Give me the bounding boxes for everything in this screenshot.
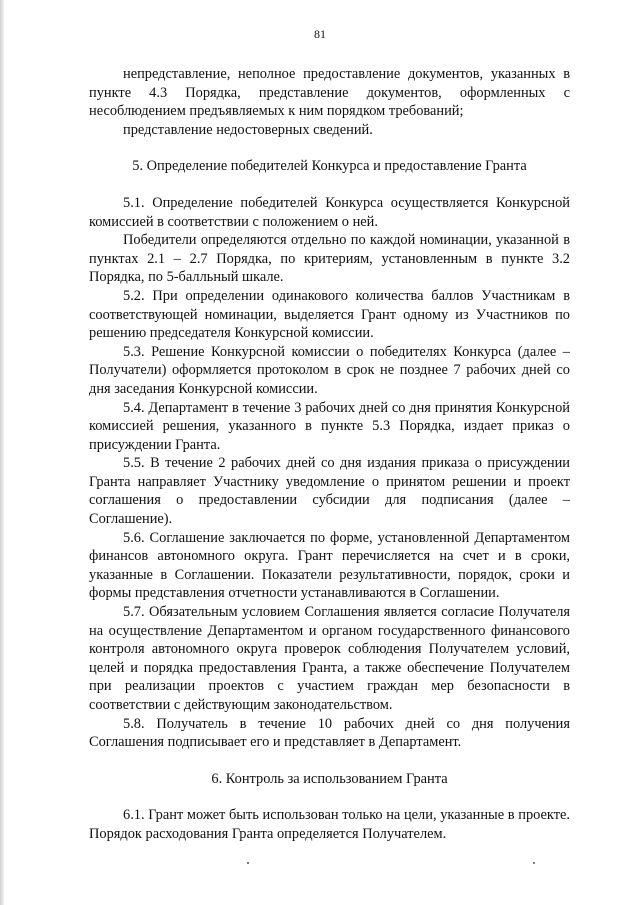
page-number: 81 xyxy=(314,27,326,41)
scan-speck xyxy=(247,862,249,864)
paragraph-5-5: 5.5. В течение 2 рабочих дней со дня издания приказа о присуждении Гранта направляет Участнику уведомление о принятом решении и проект соглашения о предоставлении субсидии для подписания (далее – Соглашение). xyxy=(89,455,570,528)
paragraph-5-1-winners: Победители определяются отдельно по каждой номинации, указанной в пунктах 2.1 – 2.7 Порядка, по критериям, установленным в пункте 3.2 Порядка, по 5-балльный шкале. xyxy=(89,232,570,286)
paragraph-5-8: 5.8. Получатель в течение 10 рабочих дней со дня получения Соглашения подписывает его и представляет в Департамент. xyxy=(89,715,570,751)
paragraph-5-7: 5.7. Обязательным условием Соглашения является согласие Получателя на осуществление Департаментом и органом государственного финансового контроля автономного округа проверок соблюдения Получателем условий, целей и порядка предоставления Гранта, а также обеспечение Получателем при реализации проектов с участием граждан мер безопасности в соответствии с действующим законодательством. xyxy=(89,604,570,713)
paragraph-5-6: 5.6. Соглашение заключается по форме, установленной Департаментом финансов автономного округа. Грант перечисляется на счет и в сроки, указанные в Соглашении. Показатели результативности, порядок, сроки и формы представления отчетности устанавливаются в Соглашении. xyxy=(89,529,570,602)
scan-speck xyxy=(533,862,535,864)
scan-edge xyxy=(0,0,4,905)
intro-paragraph-2: представление недостоверных сведений. xyxy=(123,121,373,138)
section-5-title: 5. Определение победителей Конкурса и предоставление Гранта xyxy=(132,158,527,175)
paragraph-5-1: 5.1. Определение победителей Конкурса осуществляется Конкурсной комиссией в соответствии с положением о ней. xyxy=(89,194,570,230)
intro-paragraph-1: непредставление, неполное предоставление документов, указанных в пункте 4.3 Порядка, представление документов, оформленных с несоблюдением предъявляемых к ним порядком требований; xyxy=(89,66,570,120)
section-6-title: 6. Контроль за использованием Гранта xyxy=(211,770,448,787)
paragraph-5-2: 5.2. При определении одинакового количества баллов Участникам в соответствующей номинации, выделяется Грант одному из Участников по решению председателя Конкурсной комиссии. xyxy=(89,287,570,342)
paragraph-5-4: 5.4. Департамент в течение 3 рабочих дней со дня принятия Конкурсной комиссией решения, указанного в пункте 5.3 Порядка, издает приказ о присуждении Гранта. xyxy=(89,399,570,453)
paragraph-5-3: 5.3. Решение Конкурсной комиссии о победителях Конкурса (далее – Получатели) оформляется протоколом в срок не позднее 7 рабочих дней со дня заседания Конкурсной комиссии. xyxy=(89,343,570,397)
document-body xyxy=(89,65,570,844)
paragraph-6-1: 6.1. Грант может быть использован только на цели, указанные в проекте. Порядок расходования Гранта определяется Получателем. xyxy=(89,807,570,842)
